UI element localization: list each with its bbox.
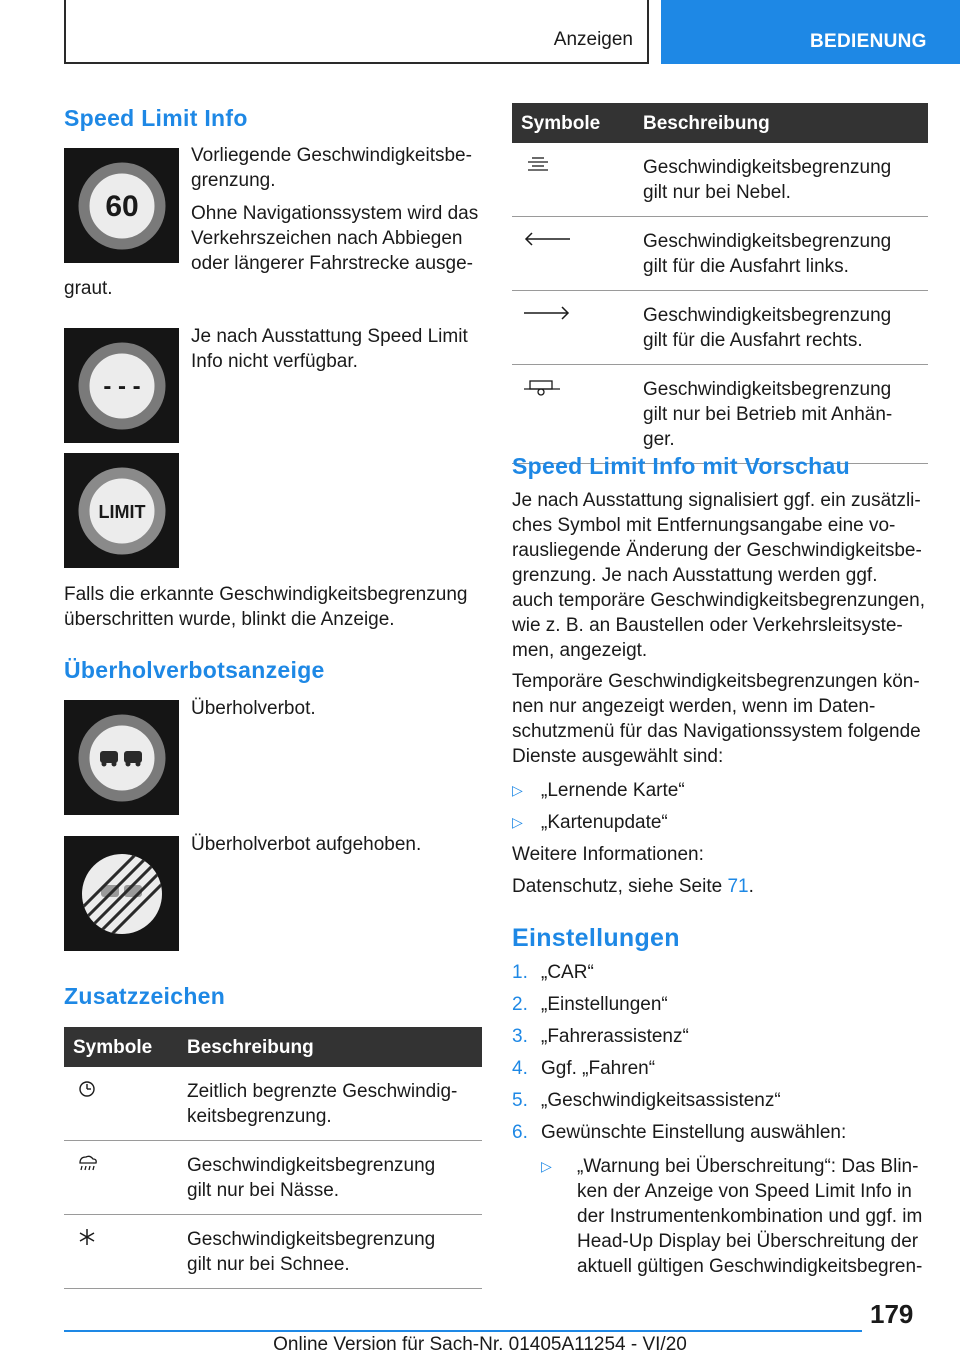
list-item: 6. Gewünschte Einstellung auswählen: — [512, 1122, 847, 1143]
speed-limit-desc-2-end: graut. — [64, 278, 113, 299]
fog-icon — [522, 159, 552, 180]
preview-paragraph-2: Temporäre Geschwindigkeitsbegrenzungen kön- nen nur angezeigt werden, wenn im Daten- schutzmenü für das Navigationssystem folgende Dienste ausgewählt sind: — [512, 671, 921, 767]
speed-limit-desc-2: Ohne Navigationssystem wird das Verkehrszeichen nach Abbiegen oder längerer Fahrstrecke ausge- — [191, 203, 479, 274]
table-header-symbol: Symbole — [512, 103, 643, 143]
list-item: ▷ „Lernende Karte“ — [512, 780, 685, 801]
table-header-symbol: Symbole — [64, 1027, 187, 1067]
sign-dashes-text: - - - — [103, 373, 141, 400]
speed-limit-desc-3: Je nach Ausstattung Speed Limit Info nicht verfügbar. — [191, 326, 468, 372]
no-overtaking-sign — [64, 700, 179, 815]
table-row: Geschwindigkeitsbegrenzung gilt nur bei Schnee. — [64, 1215, 482, 1289]
more-info-label: Weitere Informationen: — [512, 844, 704, 865]
table-row: Zeitlich begrenzte Geschwindig- keitsbegrenzung. — [64, 1067, 482, 1141]
privacy-reference: Datenschutz, siehe Seite 71. — [512, 876, 754, 897]
list-item: 2. „Einstellungen“ — [512, 994, 668, 1015]
bullet-triangle-icon: ▷ — [512, 782, 523, 798]
bullet-triangle-icon: ▷ — [512, 814, 523, 830]
speed-limit-unavailable-sign — [64, 328, 179, 443]
table-row: Geschwindigkeitsbegrenzung gilt nur bei Betrieb mit Anhän- ger. — [512, 365, 928, 464]
settings-sub-item: ▷ „Warnung bei Überschreitung“: Das Blin- ken der Anzeige von Speed Limit Info in der Instrumentenkombination und ggf. im Head-Up Display bei Überschreitung der aktuell gültigen Geschwindigkeitsbegren- — [541, 1156, 923, 1277]
page-number: 179 — [870, 1299, 914, 1329]
list-item: 4. Ggf. „Fahren“ — [512, 1058, 656, 1079]
list-item: ▷ „Kartenupdate“ — [512, 812, 668, 833]
end-no-overtaking-text: Überholverbot aufgehoben. — [191, 834, 422, 855]
sign-limit-text: LIMIT — [98, 502, 146, 522]
overtaking-heading: Überholverbotsanzeige — [64, 657, 325, 683]
end-no-overtaking-sign — [64, 836, 179, 951]
preview-paragraph-1: Je nach Ausstattung signalisiert ggf. ein zusätzli- ches Symbol mit Entfernungsangabe eine vo- rausliegende Änderung der Geschwindigkeitsbe- grenzung. Je nach Ausstattung werden ggf. auch temporäre Geschwindigkeitsbegrenzungen, wie z. B. an Baustellen oder Verkehrsleitsyste- men, angezeigt. — [512, 490, 925, 661]
table-row: Geschwindigkeitsbegrenzung gilt nur bei Nebel. — [512, 143, 928, 217]
arrow-left-icon — [522, 233, 572, 254]
speed-limit-desc-1: Vorliegende Geschwindigkeitsbe- grenzung. — [191, 145, 472, 191]
snowflake-icon — [74, 1231, 100, 1252]
speed-limit-60-sign — [64, 148, 179, 263]
table-header-description: Beschreibung — [187, 1027, 482, 1067]
bullet-triangle-icon: ▷ — [541, 1158, 552, 1174]
arrow-right-icon — [522, 307, 572, 328]
symbols-table — [512, 103, 928, 464]
header-tab-bedienung[interactable] — [661, 0, 960, 64]
list-item: 5. „Geschwindigkeitsassistenz“ — [512, 1090, 781, 1111]
table-row: Geschwindigkeitsbegrenzung gilt für die Ausfahrt links. — [512, 217, 928, 291]
preview-bullet-list — [512, 778, 928, 842]
header-tab-label: BEDIENUNG — [810, 31, 927, 52]
settings-heading: Einstellungen — [512, 924, 680, 952]
table-row: Geschwindigkeitsbegrenzung gilt für die Ausfahrt rechts. — [512, 291, 928, 365]
speed-limit-info-heading: Speed Limit Info — [64, 105, 248, 131]
sign-60-text: 60 — [105, 190, 139, 223]
additional-signs-table — [64, 1027, 482, 1289]
speed-limit-limit-sign — [64, 453, 179, 568]
clock-icon — [74, 1083, 100, 1104]
additional-signs-heading: Zusatzzeichen — [64, 983, 226, 1009]
table-row: Geschwindigkeitsbegrenzung gilt nur bei Nässe. — [64, 1141, 482, 1215]
preview-heading: Speed Limit Info mit Vorschau — [512, 453, 850, 479]
page-link-71[interactable]: 71 — [727, 876, 749, 897]
no-overtaking-text: Überholverbot. — [191, 698, 316, 719]
list-item: 1. „CAR“ — [512, 962, 594, 983]
settings-steps — [512, 960, 928, 1152]
trailer-icon — [522, 381, 562, 402]
speed-limit-desc-4: Falls die erkannte Geschwindigkeitsbegrenzung überschritten wurde, blinkt die Anzeige. — [64, 584, 468, 630]
footer-text: Online Version für Sach-Nr. 01405A11254 - VI/20 — [273, 1334, 687, 1355]
rain-icon — [74, 1157, 100, 1178]
table-header-description: Beschreibung — [643, 103, 928, 143]
header-section-label: Anzeigen — [553, 29, 633, 50]
list-item: 3. „Fahrerassistenz“ — [512, 1026, 689, 1047]
header-box — [64, 0, 649, 64]
